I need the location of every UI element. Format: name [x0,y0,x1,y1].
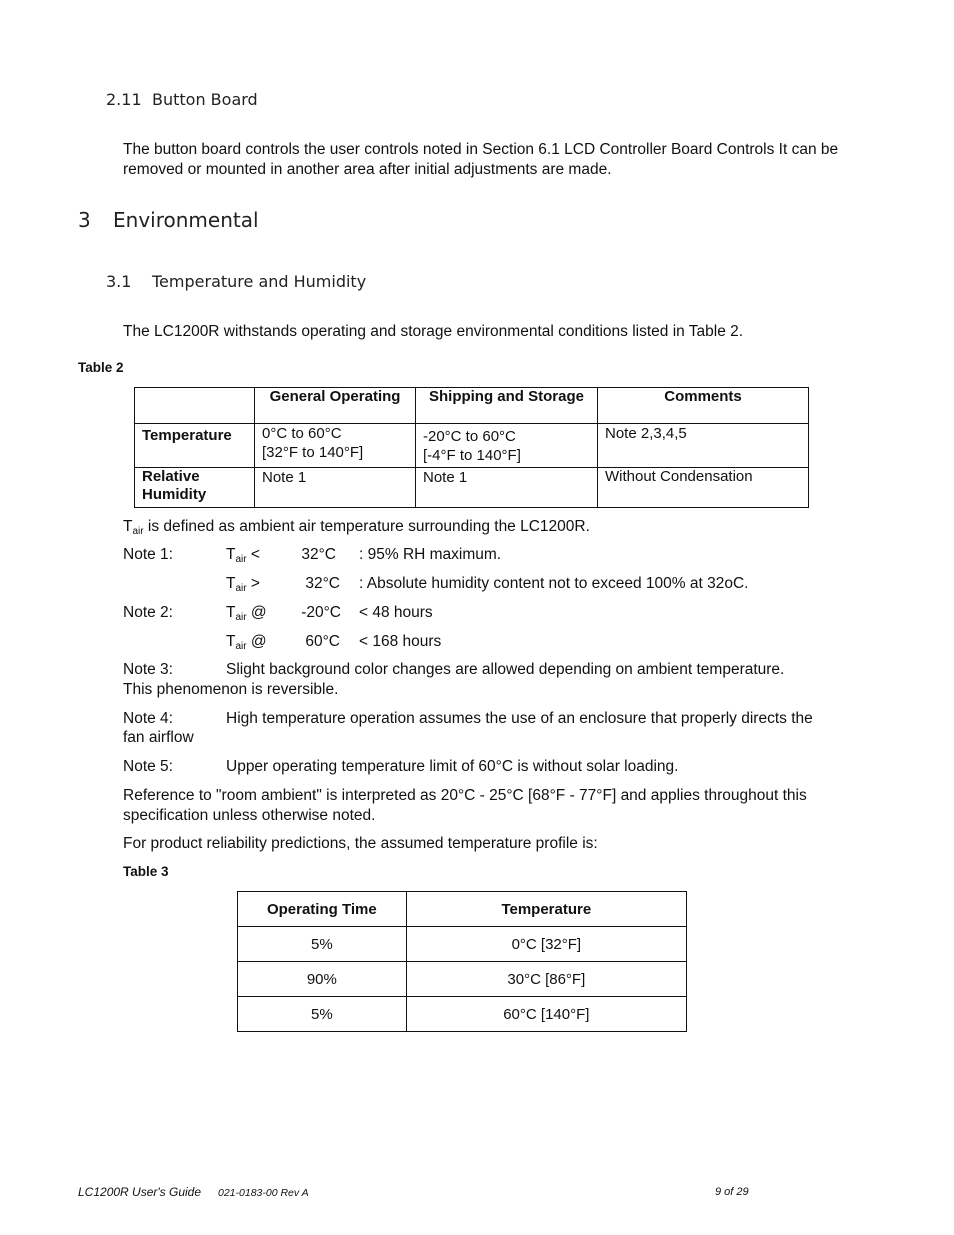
table-header-row [238,892,687,927]
table-cell: 0°C [32°F] [406,927,686,962]
note-1a-desc: : 95% RH maximum. [359,546,502,563]
note-5-label: Note 5: [123,758,173,775]
note-3-text: Slight background color changes are allowed depending on ambient temperature. [226,661,785,678]
section-title: Temperature and Humidity [152,272,367,291]
table-header-cell [135,388,255,424]
operator: @ [246,633,267,650]
note-2b-value: 60°C [305,633,340,650]
note-3-continuation: This phenomenon is reversible. [123,681,339,698]
table-header-cell: Comments [598,388,809,424]
table-cell: Note 2,3,4,5 [598,424,809,468]
note-2a-condition [226,603,267,628]
symbol-sub: air [132,526,144,537]
note-2b-desc: < 168 hours [359,633,442,650]
table-row [135,424,809,468]
symbol-t: T [226,633,236,650]
table-header-cell: Operating Time [238,892,407,927]
table-3-caption: Table 3 [123,864,169,879]
note-1-label: Note 1: [123,546,173,563]
symbol-t: T [123,518,133,535]
symbol-t: T [226,546,236,563]
note-1b-condition [226,574,260,599]
note-1a-condition [226,545,260,570]
symbol-t: T [226,604,236,621]
table-cell: 60°C [140°F] [406,997,686,1032]
table-header-row [135,388,809,424]
table-cell: Note 1 [255,468,416,508]
table-cell: 30°C [86°F] [406,962,686,997]
note-1a-value: 32°C [301,546,336,563]
note-5-text: Upper operating temperature limit of 60°C is without solar loading. [226,758,679,775]
note-1b-desc: : Absolute humidity content not to exceed 100% at 32oC. [359,575,749,592]
table-cell: 5% [238,997,407,1032]
symbol-sub: air [235,554,247,565]
table-2-caption: Table 2 [78,360,124,375]
note-4-text: High temperature operation assumes the use of an enclosure that properly directs the [226,710,813,727]
table-header-cell: Shipping and Storage [416,388,598,424]
table-cell: 90% [238,962,407,997]
note-1b-value: 32°C [305,575,340,592]
section-number: 3 [78,208,91,232]
section-number: 3.1 [106,272,132,291]
table-2 [134,387,809,508]
section-2-11-paragraph: The button board controls the user controls noted in Section 6.1 LCD Controller Board Controls It can be removed or mounted in another area after initial adjustments are made. [123,141,839,178]
definition-text: is defined as ambient air temperature surrounding the LC1200R. [143,518,590,535]
section-3-1-heading [106,272,366,291]
table-header-cell: General Operating [255,388,416,424]
note-2a-value: -20°C [301,604,341,621]
row-label: Temperature [135,424,255,468]
table-row [238,927,687,962]
note-2a-desc: < 48 hours [359,604,433,621]
operator: > [246,575,260,592]
reliability-paragraph: For product reliability predictions, the assumed temperature profile is: [123,835,598,852]
table-cell [255,424,416,468]
symbol-sub: air [235,641,247,652]
operator: < [246,546,260,563]
row-label: Relative Humidity [135,468,255,508]
note-3-label: Note 3: [123,661,173,678]
cell-line: [32°F to 140°F] [262,444,364,461]
table-cell [416,424,598,468]
cell-line: 0°C to 60°C [262,425,342,442]
note-4-continuation: fan airflow [123,729,194,746]
symbol-sub: air [235,583,247,594]
table-header-cell: Temperature [406,892,686,927]
section-2-11-heading [106,90,258,109]
cell-line: [-4°F to 140°F] [423,447,521,464]
note-4-label: Note 4: [123,710,173,727]
section-3-heading [78,208,259,232]
table-cell: Without Condensation [598,468,809,508]
table-3 [237,891,687,1032]
cell-line: -20°C to 60°C [423,428,516,445]
table-row [238,997,687,1032]
table-row [238,962,687,997]
section-3-1-paragraph: The LC1200R withstands operating and storage environmental conditions listed in Table 2. [123,323,744,340]
table-cell: 5% [238,927,407,962]
table-row [135,468,809,508]
note-2b-condition [226,632,267,657]
table-cell: Note 1 [416,468,598,508]
section-title: Button Board [152,90,258,109]
note-2-label: Note 2: [123,604,173,621]
footer-title: LC1200R User's Guide [78,1185,202,1199]
symbol-t: T [226,575,236,592]
symbol-sub: air [235,612,247,623]
tair-definition [123,517,590,542]
footer-doc-number: 021-0183-00 Rev A [218,1187,309,1199]
operator: @ [246,604,267,621]
section-number: 2.11 [106,90,142,109]
room-ambient-paragraph: Reference to "room ambient" is interpreted as 20°C - 25°C [68°F - 77°F] and applies throughout this specification unless otherwise noted. [123,787,807,824]
footer-page-number: 9 of 29 [715,1186,749,1198]
section-title: Environmental [113,208,259,232]
